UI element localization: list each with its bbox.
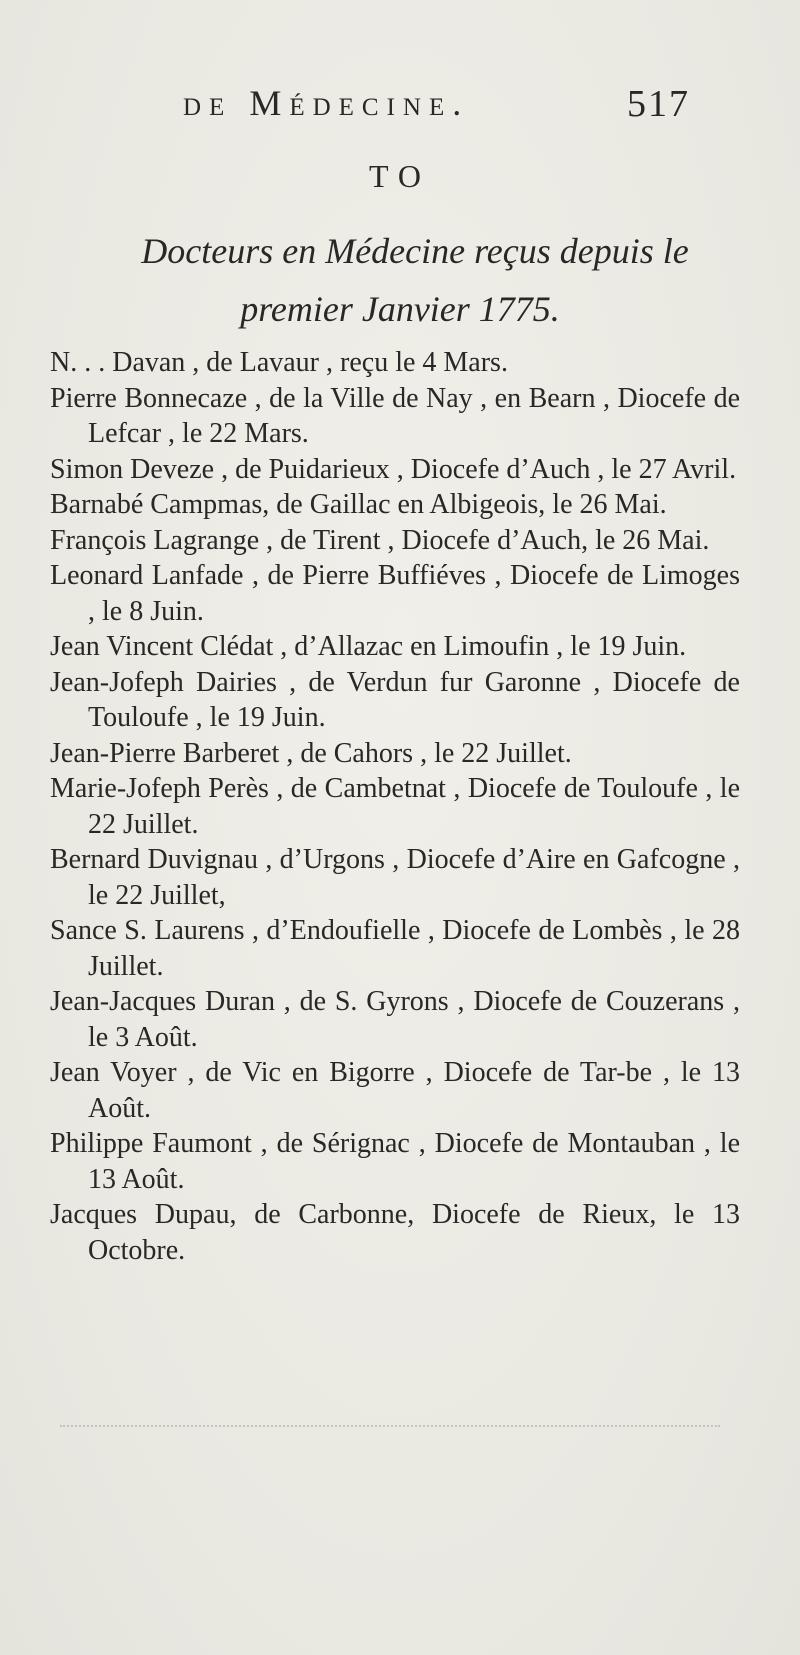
list-item: N. . . Davan , de Lavaur , reçu le 4 Mars. xyxy=(50,347,508,378)
footer-divider xyxy=(60,1425,720,1433)
section-mark: TO xyxy=(368,158,432,194)
list-item: Jean-Jacques Duran , de S. Gyrons , Diocefe de Couzerans , le 3 Août. xyxy=(50,986,740,1053)
list-item: Philippe Faumont , de Sérignac , Diocefe de Montauban , le 13 Août. xyxy=(50,1128,740,1195)
running-head xyxy=(0,82,800,132)
list-item: Marie-Jofeph Perès , de Cambetnat , Diocefe de Touloufe , le 22 Juillet. xyxy=(50,773,740,840)
section-heading xyxy=(0,222,800,338)
list-item: Sance S. Laurens , d’Endoufielle , Diocefe de Lombès , le 28 Juillet. xyxy=(50,915,740,982)
list-item: François Lagrange , de Tirent , Diocefe d’Auch, le 26 Mai. xyxy=(50,524,710,556)
page-number: 517 xyxy=(627,83,690,125)
list-item: Jacques Dupau, de Carbonne, Diocefe de Rieux, le 13 Octobre. xyxy=(50,1199,740,1266)
heading-line-2: premier Janvier 1775. xyxy=(240,289,560,329)
list-item: Leonard Lanfade , de Pierre Buffiéves , Diocefe de Limoges , le 8 Juin. xyxy=(50,560,740,627)
list-item: Simon Deveze , de Puidarieux , Diocefe d’Auch , le 27 Avril. xyxy=(50,453,737,485)
list-item: Jean Vincent Clédat , d’Allazac en Limoufin , le 19 Juin. xyxy=(50,631,687,662)
running-title: de Médecine. xyxy=(183,83,470,123)
list-item: Jean Voyer , de Vic en Bigorre , Diocefe de Tar-be , le 13 Août. xyxy=(50,1057,740,1124)
heading-line-1: Docteurs en Médecine reçus depuis le xyxy=(141,231,689,271)
doctor-list xyxy=(50,345,740,1268)
list-item: Barnabé Campmas, de Gaillac en Albigeois, le 26 Mai. xyxy=(50,489,667,520)
list-item: Bernard Duvignau , d’Urgons , Diocefe d’Aire en Gafcogne , le 22 Juillet, xyxy=(50,844,740,911)
list-item: Jean-Jofeph Dairies , de Verdun fur Garonne , Diocefe de Touloufe , le 19 Juin. xyxy=(50,666,740,733)
list-item: Pierre Bonnecaze , de la Ville de Nay , en Bearn , Diocefe de Lefcar , le 22 Mars. xyxy=(50,382,740,449)
list-item: Jean-Pierre Barberet , de Cahors , le 22 Juillet. xyxy=(50,737,572,769)
